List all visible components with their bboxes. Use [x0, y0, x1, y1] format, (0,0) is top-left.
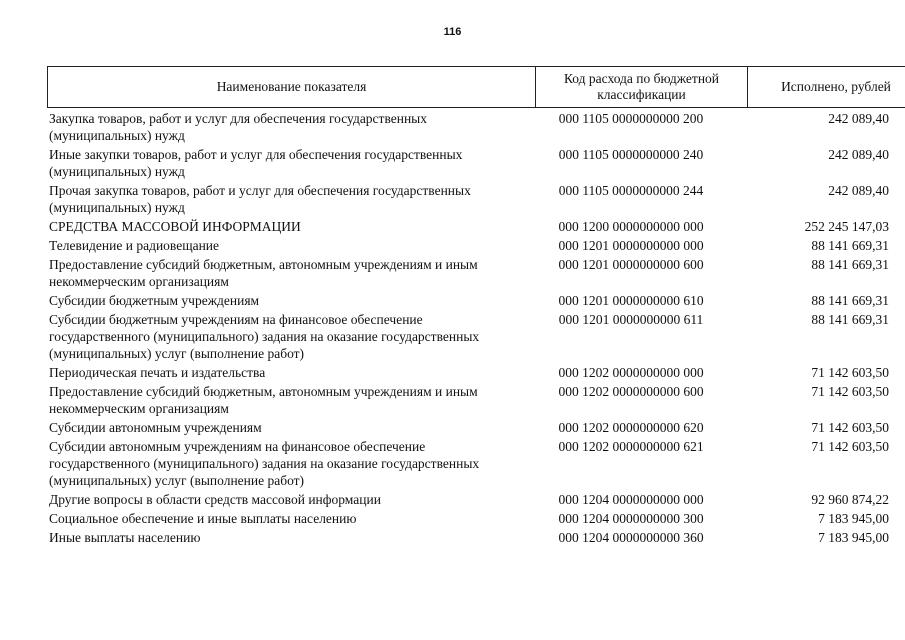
row-code: 000 1204 0000000000 000	[558, 492, 704, 507]
table-row	[49, 110, 897, 144]
row-code: 000 1201 0000000000 600	[558, 257, 704, 272]
row-name: Субсидии автономным учреждениям	[49, 420, 262, 435]
row-name: СРЕДСТВА МАССОВОЙ ИНФОРМАЦИИ	[49, 219, 301, 234]
header-amount: Исполнено, рублей	[748, 67, 905, 108]
row-code: 000 1201 0000000000 610	[558, 293, 704, 308]
row-amount: 252 245 147,03	[804, 219, 889, 234]
table-row	[49, 237, 897, 254]
table-row	[49, 311, 897, 362]
header-code: Код расхода по бюджетной классификации	[536, 67, 748, 108]
row-code: 000 1201 0000000000 000	[558, 238, 704, 253]
row-name: Периодическая печать и издательства	[49, 365, 266, 380]
row-amount: 242 089,40	[828, 183, 889, 198]
row-amount: 71 142 603,50	[811, 420, 889, 435]
table-row	[49, 510, 897, 527]
row-code: 000 1202 0000000000 600	[558, 384, 704, 399]
row-name: Субсидии бюджетным учреждениям	[49, 293, 260, 308]
table-row	[49, 256, 897, 290]
row-name: Социальное обеспечение и иные выплаты населению	[49, 511, 357, 526]
table-row	[49, 438, 897, 489]
table-row	[49, 419, 897, 436]
row-code: 000 1202 0000000000 620	[558, 420, 704, 435]
row-name: Предоставление субсидий бюджетным, автономным учреждениям и иным некоммерческим организациям	[49, 384, 478, 416]
row-code: 000 1200 0000000000 000	[558, 219, 704, 234]
row-name: Субсидии автономным учреждениям на финансовое обеспечение государственного (муниципального) задания на оказание государственных (муниципальных) услуг (выполнение работ)	[49, 439, 480, 488]
table-row	[49, 218, 897, 235]
header-row	[48, 67, 905, 108]
row-amount: 71 142 603,50	[811, 365, 889, 380]
header-name: Наименование показателя	[48, 67, 536, 108]
row-code: 000 1105 0000000000 240	[558, 147, 704, 162]
row-name: Предоставление субсидий бюджетным, автономным учреждениям и иным некоммерческим организациям	[49, 257, 478, 289]
row-code: 000 1202 0000000000 000	[558, 365, 704, 380]
row-name: Субсидии бюджетным учреждениям на финансовое обеспечение государственного (муниципального) задания на оказание государственных (муниципальных) услуг (выполнение работ)	[49, 312, 480, 361]
row-amount: 88 141 669,31	[811, 238, 889, 253]
table-row	[49, 182, 897, 216]
table-row	[49, 383, 897, 417]
row-amount: 7 183 945,00	[818, 511, 889, 526]
row-amount: 92 960 874,22	[811, 492, 889, 507]
row-name: Прочая закупка товаров, работ и услуг для обеспечения государственных (муниципальных) нужд	[49, 183, 471, 215]
row-amount: 242 089,40	[828, 147, 889, 162]
row-amount: 88 141 669,31	[811, 293, 889, 308]
row-code: 000 1204 0000000000 360	[558, 530, 704, 545]
row-name: Телевидение и радиовещание	[49, 238, 220, 253]
table-row	[49, 529, 897, 546]
table-row	[49, 146, 897, 180]
row-name: Другие вопросы в области средств массовой информации	[49, 492, 381, 507]
row-code: 000 1202 0000000000 621	[558, 439, 704, 454]
row-code: 000 1204 0000000000 300	[558, 511, 704, 526]
table-header	[47, 66, 905, 108]
row-name: Иные закупки товаров, работ и услуг для обеспечения государственных (муниципальных) нужд	[49, 147, 463, 179]
table-row	[49, 364, 897, 381]
table-row	[49, 491, 897, 508]
row-amount: 88 141 669,31	[811, 257, 889, 272]
row-code: 000 1105 0000000000 200	[558, 111, 704, 126]
row-amount: 242 089,40	[828, 111, 889, 126]
row-name: Иные выплаты населению	[49, 530, 201, 545]
row-name: Закупка товаров, работ и услуг для обеспечения государственных (муниципальных) нужд	[49, 111, 428, 143]
table-body	[49, 110, 897, 548]
row-amount: 88 141 669,31	[811, 312, 889, 327]
row-amount: 71 142 603,50	[811, 384, 889, 399]
page-number: 116	[443, 26, 462, 38]
row-code: 000 1105 0000000000 244	[558, 183, 704, 198]
row-amount: 71 142 603,50	[811, 439, 889, 454]
row-code: 000 1201 0000000000 611	[558, 312, 704, 327]
row-amount: 7 183 945,00	[818, 530, 889, 545]
table-row	[49, 292, 897, 309]
